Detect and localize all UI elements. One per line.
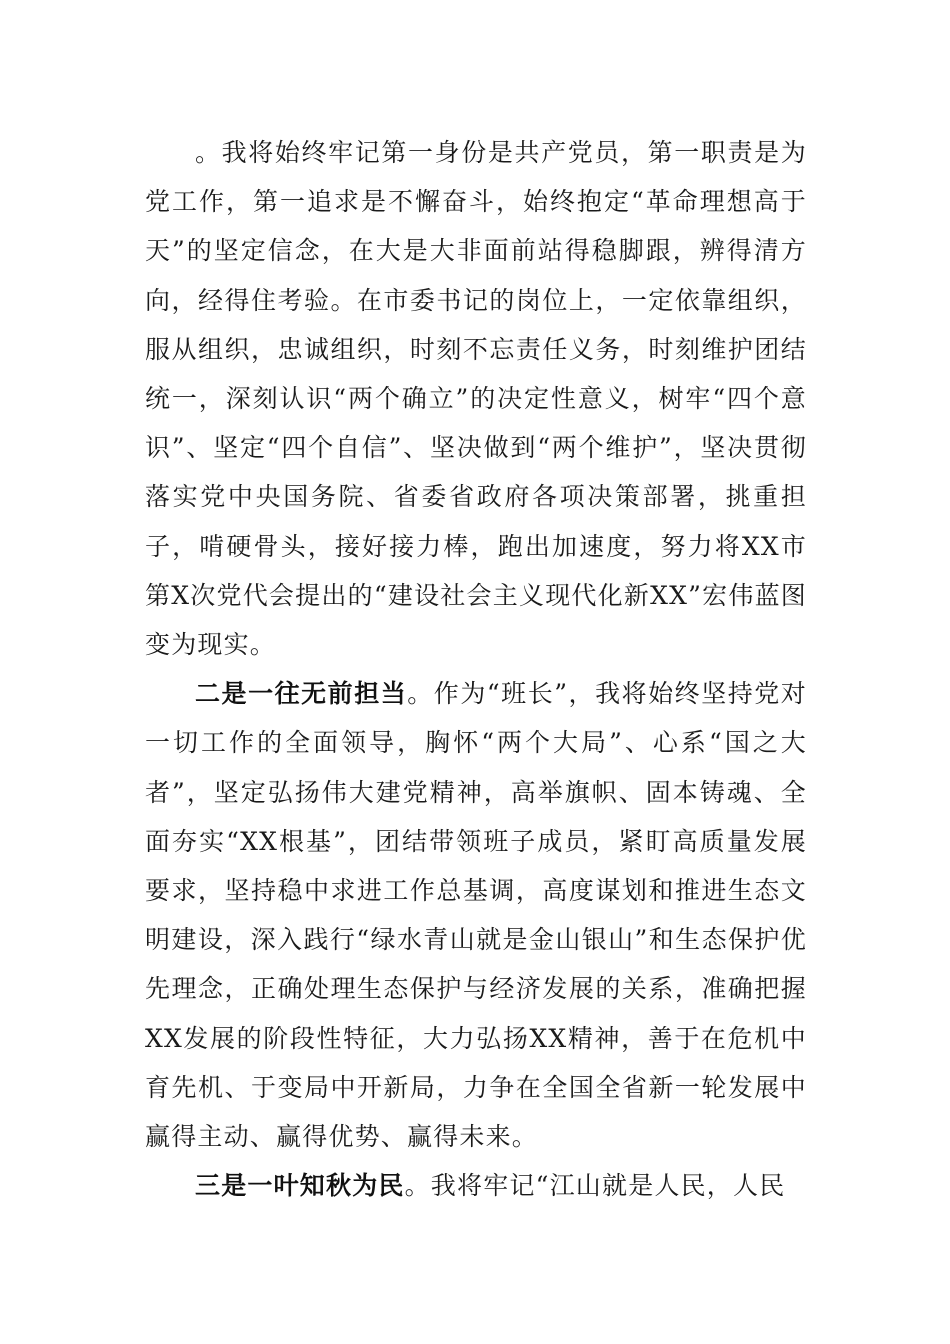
- paragraph-2: [145, 669, 807, 1161]
- document-body: [145, 128, 807, 1210]
- paragraph-2-heading: 二是一往无前担当: [195, 679, 408, 709]
- paragraph-2-text: 。作为“班长”，我将始终坚持党对一切工作的全面领导，胸怀“两个大局”、心系“国之大者”，坚定弘扬伟大建党精神，高举旗帜、固本铸魂、全面夯实“XX根基”，团结带领班子成员，紧盯高质量发展要求，坚持稳中求进工作总基调，高度谋划和推进生态文明建设，深入践行“绿水青山就是金山银山”和生态保护优先理念，正确处理生态保护与经济发展的关系，准确把握XX发展的阶段性特征，大力弘扬XX精神，善于在危机中育先机、于变局中开新局，力争在全国全省新一轮发展中赢得主动、赢得优势、赢得未来。: [145, 679, 808, 1152]
- paragraph-1-text: 。我将始终牢记第一身份是共产党员，第一职责是为党工作，第一追求是不懈奋斗，始终抱定“革命理想高于天”的坚定信念，在大是大非面前站得稳脚跟，辨得清方向，经得住考验。在市委书记的岗位上，一定依靠组织，服从组织，忠诚组织，时刻不忘责任义务，时刻维护团结统一，深刻认识“两个确立”的决定性意义，树牢“四个意识”、坚定“四个自信”、坚决做到“两个维护”，坚决贯彻落实党中央国务院、省委省政府各项决策部署，挑重担子，啃硬骨头，接好接力棒，跑出加速度，努力将XX市第X次党代会提出的“建设社会主义现代化新XX”宏伟蓝图变为现实。: [145, 138, 807, 660]
- paragraph-3: [145, 1161, 807, 1210]
- paragraph-3-heading: 三是一叶知秋为民: [195, 1171, 405, 1201]
- paragraph-1: [145, 128, 807, 669]
- paragraph-3-text: 。我将牢记“江山就是人民，人民: [404, 1171, 786, 1201]
